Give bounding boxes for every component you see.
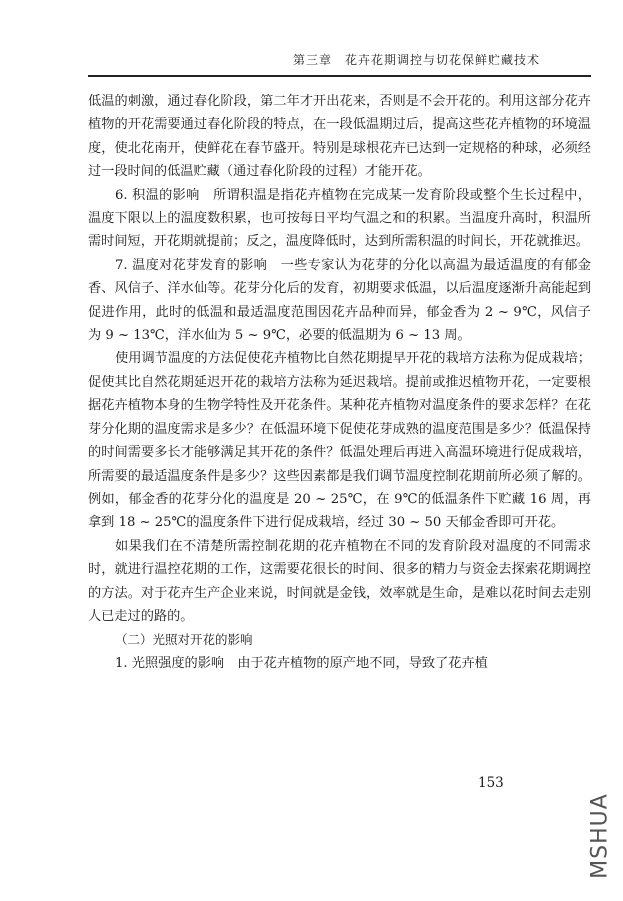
paragraph-continuation: 低温的刺激，通过春化阶段，第二年才开出花来，否则是不会开花的。利用这部分花卉植物的开花需要通过春化阶段的特点，在一段低温期过后，提高这些花卉植物的环境温度，使北花南开，使鲜花在春节盛开。特别是球根花卉已达到一定规格的种球，必须经过一段时间的低温贮藏（通过春化阶段的过程）才能开花。 <box>88 94 591 180</box>
paragraph-forcing-cultivation: 使用调节温度的方法促使花卉植物比自然花期提早开花的栽培方法称为促成栽培；促使其比自然花期延迟开花的栽培方法称为延迟栽培。提前或推迟植物开花，一定要根据花卉植物本身的生物学特性及开花条件。某种花卉植物对温度条件的要求怎样？在花芽分化期的温度需求是多少？在低温环境下促使花芽成熟的温度范围是多少？低温保持的时间需要多长才能够满足其开花的条件？低温处理后再进入高温环境进行促成栽培，所需要的最适温度条件是多少？这些因素都是我们调节温度控制花期前所必须了解的。例如，郁金香的花芽分化的温度是 20 ~ 25℃，在 9℃的低温条件下贮藏 16 周，再拿到 18 ~ 25℃的温度条件下进行促成栽培，经过 30 ~ 50 天郁金香即可开花。 <box>88 351 591 531</box>
paragraph-accumulated-temperature: 6. 积温的影响 所谓积温是指花卉植物在完成某一发育阶段或整个生长过程中，温度下限以上的温度数积累，也可按每日平均气温之和的积累。当温度升高时，积温所需时间短，开花期就提前；反之，温度降低时，达到所需积温的时间长，开花就推迟。 <box>88 187 591 250</box>
paragraph-bud-development: 7. 温度对花芽发育的影响 一些专家认为花芽的分化以高温为最适温度的有郁金香、风信子、洋水仙等。花芽分化后的发育，初期要求低温，以后温度逐渐升高能起到促进作用，此时的低温和最适温度范围因花卉品种而异，郁金香为 2 ~ 9℃，风信子为 9 ~ 13℃，洋水仙为 5 ~ 9℃，必要的低温期为 6 ~ 13 周。 <box>88 257 591 344</box>
page-number: 153 <box>478 775 504 791</box>
paragraph-temperature-control: 如果我们在不清楚所需控制花期的花卉植物在不同的发育阶段对温度的不同需求时，就进行温控花期的工作，这需要花很长的时间、很多的精力与资金去探索花期调控的方法。对于花卉生产企业来说，时间就是金钱，效率就是生命，是难以花时间去走别人已走过的路的。 <box>88 538 591 624</box>
running-head: 第三章 花卉花期调控与切花保鲜贮藏技术 <box>293 53 541 67</box>
header-rule <box>88 75 591 77</box>
watermark <box>585 783 615 888</box>
section-heading: （二）光照对开花的影响 <box>115 632 253 648</box>
body-text <box>88 90 591 675</box>
watermark-text: MSHUA <box>587 792 613 879</box>
paragraph-light-intensity: 1. 光照强度的影响 由于花卉植物的原产地不同，导致了花卉植 <box>115 655 488 671</box>
